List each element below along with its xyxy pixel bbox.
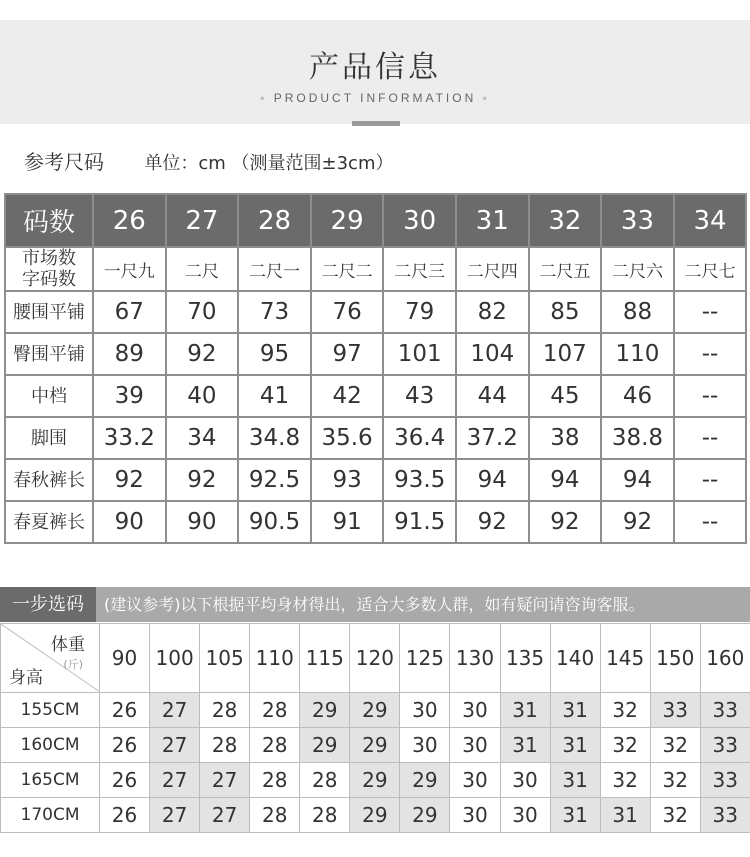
size-cell: 90 xyxy=(166,501,239,543)
size-cell: 110 xyxy=(601,333,674,375)
size-cell: 36.4 xyxy=(383,417,456,459)
size-recommend-cell: 28 xyxy=(250,693,300,728)
size-cell: 90 xyxy=(93,501,166,543)
size-recommend-cell: 29 xyxy=(400,763,450,798)
size-cell: 90.5 xyxy=(238,501,311,543)
weight-header-cell: 145 xyxy=(600,624,650,693)
size-cell: 一尺九 xyxy=(93,247,166,291)
size-recommend-cell: 29 xyxy=(400,798,450,833)
size-cell: 92 xyxy=(529,501,602,543)
size-cell: 二尺五 xyxy=(529,247,602,291)
size-cell: 70 xyxy=(166,291,239,333)
size-recommend-cell: 27 xyxy=(150,763,200,798)
size-header-cell: 26 xyxy=(93,194,166,247)
size-row xyxy=(5,417,746,459)
size-recommend-cell: 30 xyxy=(400,693,450,728)
size-recommend-cell: 28 xyxy=(200,728,250,763)
size-recommend-cell: 27 xyxy=(150,728,200,763)
size-recommend-cell: 28 xyxy=(250,728,300,763)
size-cell: 40 xyxy=(166,375,239,417)
size-cell: 二尺 xyxy=(166,247,239,291)
size-cell: 33.2 xyxy=(93,417,166,459)
reference-row xyxy=(24,146,393,175)
height-row xyxy=(1,728,750,763)
size-recommend-cell: 29 xyxy=(350,728,400,763)
size-cell: 二尺三 xyxy=(383,247,456,291)
weight-header-cell: 115 xyxy=(300,624,350,693)
size-recommend-cell: 30 xyxy=(500,798,550,833)
size-cell: 79 xyxy=(383,291,456,333)
size-cell: 42 xyxy=(311,375,384,417)
height-label-cell: 160CM xyxy=(1,728,100,763)
size-recommend-cell: 28 xyxy=(300,763,350,798)
size-recommend-cell: 28 xyxy=(250,798,300,833)
size-cell: -- xyxy=(674,459,747,501)
recommend-note: (建议参考)以下根据平均身材得出，适合大多数人群，如有疑问请咨询客服。 xyxy=(104,595,645,614)
size-cell: -- xyxy=(674,417,747,459)
size-recommend-cell: 32 xyxy=(650,728,700,763)
height-row xyxy=(1,763,750,798)
size-row xyxy=(5,501,746,543)
size-recommend-cell: 31 xyxy=(600,798,650,833)
size-cell: 二尺七 xyxy=(674,247,747,291)
size-cell: 76 xyxy=(311,291,384,333)
size-header-cell: 31 xyxy=(456,194,529,247)
size-header-cell: 27 xyxy=(166,194,239,247)
size-cell: 二尺一 xyxy=(238,247,311,291)
size-cell: 34 xyxy=(166,417,239,459)
size-recommend-cell: 30 xyxy=(500,763,550,798)
height-label-cell: 155CM xyxy=(1,693,100,728)
size-recommend-cell: 32 xyxy=(650,763,700,798)
size-cell: 二尺四 xyxy=(456,247,529,291)
size-cell: 二尺六 xyxy=(601,247,674,291)
size-recommend-cell: 29 xyxy=(350,693,400,728)
size-cell: 38 xyxy=(529,417,602,459)
size-cell: 46 xyxy=(601,375,674,417)
size-recommend-cell: 31 xyxy=(500,693,550,728)
size-cell: 73 xyxy=(238,291,311,333)
size-cell: 67 xyxy=(93,291,166,333)
size-recommend-cell: 32 xyxy=(650,798,700,833)
reference-label: 参考尺码 xyxy=(24,150,104,174)
size-cell: 41 xyxy=(238,375,311,417)
size-cell: 91.5 xyxy=(383,501,456,543)
height-label-cell: 165CM xyxy=(1,763,100,798)
weight-header-cell: 120 xyxy=(350,624,400,693)
size-cell: 88 xyxy=(601,291,674,333)
size-cell: 43 xyxy=(383,375,456,417)
size-recommend-cell: 33 xyxy=(700,763,750,798)
weight-header-cell: 105 xyxy=(200,624,250,693)
size-recommend-cell: 29 xyxy=(350,798,400,833)
size-cell: 101 xyxy=(383,333,456,375)
size-cell: 92.5 xyxy=(238,459,311,501)
size-cell: 93 xyxy=(311,459,384,501)
weight-header-cell: 150 xyxy=(650,624,700,693)
size-recommend-cell: 27 xyxy=(150,798,200,833)
size-recommend-cell: 33 xyxy=(700,728,750,763)
size-row-label: 腰围平铺 xyxy=(5,291,93,333)
size-cell: 34.8 xyxy=(238,417,311,459)
size-header-cell: 29 xyxy=(311,194,384,247)
page-subtitle: ◦ PRODUCT INFORMATION ◦ xyxy=(260,91,490,105)
size-recommend-cell: 26 xyxy=(100,693,150,728)
size-row xyxy=(5,459,746,501)
weight-header-cell: 130 xyxy=(450,624,500,693)
size-table xyxy=(4,193,747,544)
size-recommend-cell: 31 xyxy=(550,728,600,763)
height-row xyxy=(1,798,750,833)
size-cell: -- xyxy=(674,291,747,333)
size-corner-label: 码数 xyxy=(5,194,93,247)
size-cell: 92 xyxy=(166,459,239,501)
size-recommend-cell: 30 xyxy=(400,728,450,763)
size-recommend-cell: 32 xyxy=(600,763,650,798)
size-cell: 45 xyxy=(529,375,602,417)
size-recommend-cell: 26 xyxy=(100,798,150,833)
size-cell: 97 xyxy=(311,333,384,375)
size-cell: 92 xyxy=(601,501,674,543)
size-recommend-cell: 33 xyxy=(700,693,750,728)
size-header-cell: 28 xyxy=(238,194,311,247)
size-row xyxy=(5,375,746,417)
size-row xyxy=(5,291,746,333)
size-cell: 35.6 xyxy=(311,417,384,459)
size-cell: 89 xyxy=(93,333,166,375)
size-header-cell: 32 xyxy=(529,194,602,247)
size-recommend-cell: 31 xyxy=(550,693,600,728)
size-recommend-cell: 32 xyxy=(600,728,650,763)
size-header-cell: 34 xyxy=(674,194,747,247)
size-cell: 104 xyxy=(456,333,529,375)
weight-header-cell: 140 xyxy=(550,624,600,693)
size-recommend-cell: 28 xyxy=(250,763,300,798)
weight-header-cell: 90 xyxy=(100,624,150,693)
size-cell: -- xyxy=(674,501,747,543)
size-recommend-cell: 30 xyxy=(450,728,500,763)
weight-header-cell: 100 xyxy=(150,624,200,693)
recommend-bar xyxy=(0,587,750,622)
weight-header-cell: 160 xyxy=(700,624,750,693)
weight-label: 体重 xyxy=(51,635,85,655)
size-cell: -- xyxy=(674,375,747,417)
title-underline xyxy=(352,121,400,126)
recommend-tag: 一步选码 xyxy=(0,587,96,622)
size-cell: 94 xyxy=(456,459,529,501)
size-cell: 82 xyxy=(456,291,529,333)
size-recommend-cell: 28 xyxy=(300,798,350,833)
size-cell: 38.8 xyxy=(601,417,674,459)
weight-height-corner xyxy=(1,624,100,693)
size-recommend-cell: 30 xyxy=(450,693,500,728)
weight-header-cell: 110 xyxy=(250,624,300,693)
size-recommend-cell: 33 xyxy=(700,798,750,833)
size-recommend-cell: 29 xyxy=(300,693,350,728)
size-recommend-cell: 28 xyxy=(200,693,250,728)
size-recommend-cell: 26 xyxy=(100,763,150,798)
size-recommend-cell: 33 xyxy=(650,693,700,728)
size-recommend-cell: 27 xyxy=(150,693,200,728)
size-recommend-cell: 32 xyxy=(600,693,650,728)
size-recommend-cell: 31 xyxy=(550,798,600,833)
size-row-label: 春夏裤长 xyxy=(5,501,93,543)
weight-header-cell: 125 xyxy=(400,624,450,693)
size-row-label: 臀围平铺 xyxy=(5,333,93,375)
size-recommend-cell: 30 xyxy=(450,763,500,798)
size-cell: 92 xyxy=(166,333,239,375)
size-cell: 93.5 xyxy=(383,459,456,501)
size-cell: 94 xyxy=(529,459,602,501)
height-label-cell: 170CM xyxy=(1,798,100,833)
size-cell: 85 xyxy=(529,291,602,333)
recommend-table xyxy=(0,623,750,833)
weight-header-row xyxy=(1,624,750,693)
size-cell: 92 xyxy=(93,459,166,501)
size-cell: 107 xyxy=(529,333,602,375)
size-cell: 94 xyxy=(601,459,674,501)
weight-header-cell: 135 xyxy=(500,624,550,693)
size-row-label: 春秋裤长 xyxy=(5,459,93,501)
size-recommend-cell: 27 xyxy=(200,798,250,833)
size-recommend-cell: 30 xyxy=(450,798,500,833)
size-recommend-cell: 31 xyxy=(550,763,600,798)
size-cell: 92 xyxy=(456,501,529,543)
size-recommend-cell: 27 xyxy=(200,763,250,798)
size-row-label: 中档 xyxy=(5,375,93,417)
size-row xyxy=(5,333,746,375)
page-title: 产品信息 xyxy=(309,50,441,85)
size-header-cell: 33 xyxy=(601,194,674,247)
size-recommend-cell: 29 xyxy=(300,728,350,763)
size-cell: 二尺二 xyxy=(311,247,384,291)
size-recommend-cell: 26 xyxy=(100,728,150,763)
size-cell: 44 xyxy=(456,375,529,417)
size-cell: -- xyxy=(674,333,747,375)
weight-unit: (斤) xyxy=(63,658,83,671)
size-row-label: 市场数 字码数 xyxy=(5,247,93,291)
size-cell: 37.2 xyxy=(456,417,529,459)
height-row xyxy=(1,693,750,728)
size-recommend-cell: 29 xyxy=(350,763,400,798)
size-header-row xyxy=(5,194,746,247)
unit-note: 单位：cm （测量范围±3cm） xyxy=(144,153,394,174)
size-row-label: 脚围 xyxy=(5,417,93,459)
size-header-cell: 30 xyxy=(383,194,456,247)
size-cell: 91 xyxy=(311,501,384,543)
size-row xyxy=(5,247,746,291)
size-recommend-cell: 31 xyxy=(500,728,550,763)
size-cell: 95 xyxy=(238,333,311,375)
size-cell: 39 xyxy=(93,375,166,417)
height-label: 身高 xyxy=(9,668,43,688)
